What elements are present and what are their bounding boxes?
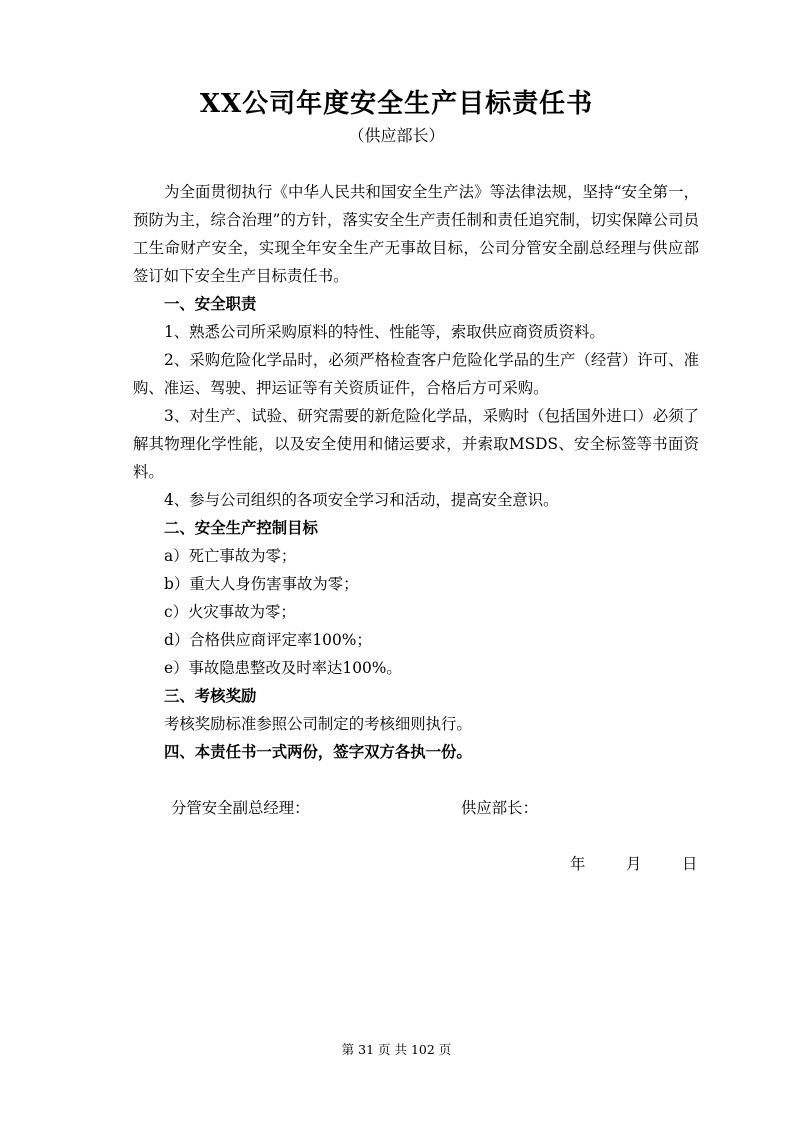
target-item-a: a）死亡事故为零；	[164, 547, 297, 565]
date-year-label: 年	[570, 855, 586, 873]
target-item-d: d）合格供应商评定率100%；	[164, 631, 372, 649]
responsibility-item-4: 4、参与公司组织的各项安全学习和活动，提高安全意识。	[164, 491, 559, 509]
signature-label-vice-gm: 分管安全副总经理：	[171, 799, 310, 817]
section-heading-responsibilities: 一、安全职责	[164, 295, 257, 313]
document-title: XX公司年度安全生产目标责任书	[199, 89, 594, 119]
assessment-text: 考核奖励标准参照公司制定的考核细则执行。	[164, 715, 472, 733]
document-subtitle: （供应部长）	[348, 126, 445, 145]
date-day-label: 日	[682, 855, 698, 873]
section-heading-targets: 二、安全生产控制目标	[164, 519, 318, 537]
date-row	[0, 850, 793, 878]
responsibility-item-2: 2、采购危险化学品时，必须严格检查客户危险化学品的生产（经营）许可、准购、准运、驾驶、押运证等有关资质证件，合格后方可采购。	[133, 351, 699, 397]
section-heading-copies: 四、本责任书一式两份，签字双方各执一份。	[164, 743, 472, 761]
document-body	[133, 178, 699, 766]
target-item-c: c）火灾事故为零；	[164, 603, 296, 621]
responsibility-item-3: 3、对生产、试验、研究需要的新危险化学品，采购时（包括国外进口）必须了解其物理化学性能，以及安全使用和储运要求，并索取MSDS、安全标签等书面资料。	[133, 407, 699, 481]
date-month-label: 月	[626, 855, 642, 873]
signature-label-supply-head: 供应部长：	[461, 799, 538, 817]
section-heading-assessment: 三、考核奖励	[164, 687, 257, 705]
responsibility-item-1: 1、熟悉公司所采购原料的特性、性能等，索取供应商资质资料。	[164, 323, 605, 341]
signature-row	[0, 794, 793, 822]
page-number-footer: 第 31 页 共 102 页	[341, 1042, 452, 1057]
intro-paragraph: 为全面贯彻执行《中华人民共和国安全生产法》等法律法规，坚持“安全第一，预防为主，综合治理”的方针，落实安全生产责任制和责任追究制，切实保障公司员工生命财产安全，实现全年安全生产无事故目标，公司分管安全副总经理与供应部签订如下安全生产目标责任书。	[133, 183, 699, 285]
target-item-b: b）重大人身伤害事故为零；	[164, 575, 359, 593]
target-item-e: e）事故隐患整改及时率达100%。	[164, 659, 402, 677]
